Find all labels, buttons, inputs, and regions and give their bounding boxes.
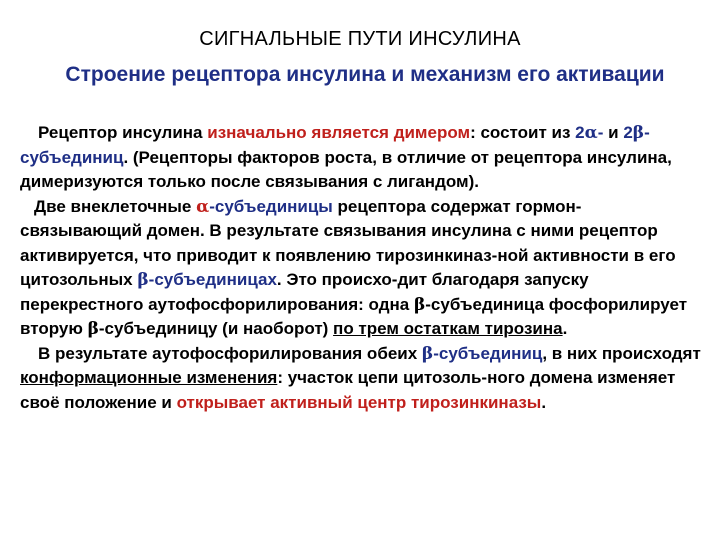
p2-underline-tyrosine: по трем остаткам тирозина <box>333 319 563 338</box>
p1-text-2: : состоит из <box>470 123 576 142</box>
p2-text-5: -субъединицу (и наоборот) <box>98 319 334 338</box>
p2-beta-symbol-2: β <box>413 294 426 315</box>
p2-text-3: . Это происхо-дит благодаря запуску перекрестного аутофосфорилирования: одна <box>20 270 589 314</box>
p1-beta-count: 2 <box>623 123 633 142</box>
p1-alpha-symbol: α <box>584 123 598 143</box>
p1-beta-symbol: β <box>632 123 645 143</box>
p2-text-1: Две внеклеточные <box>34 196 197 216</box>
p2-text-6: . <box>562 319 568 338</box>
p3-text-2: , в них происходят <box>542 343 701 363</box>
slide-title: СИГНАЛЬНЫЕ ПУТИ ИНСУЛИНА <box>199 28 521 50</box>
p3-text-3: : участок цепи цитозоль-ного домена изменяет своё положение и <box>20 368 676 412</box>
p1-text-3: и <box>608 123 624 142</box>
p1-highlight-dimer: изначально является димером <box>207 123 471 142</box>
p3-text-1: В результате аутофосфорилирования обеих <box>38 343 422 363</box>
p2-text-4: -субъединица фосфорилирует вторую <box>20 294 688 338</box>
p3-text-4: . <box>541 392 547 412</box>
p3-underline-conformational: конформационные изменения <box>20 368 278 387</box>
p1-alpha-count: 2 <box>575 123 585 142</box>
paragraph-1 <box>20 121 702 195</box>
p3-beta-subunits: -субъединиц <box>433 343 543 363</box>
slide-subtitle: Строение рецептора инсулина и механизм его активации <box>65 63 665 86</box>
p1-text-4: . (Рецепторы факторов роста, в отличие от рецептора инсулина, димеризуются только после связывания с лигандом). <box>20 147 672 191</box>
p1-text-1: Рецептор инсулина <box>38 123 208 142</box>
paragraph-2 <box>20 195 702 342</box>
paragraph-3 <box>20 342 702 416</box>
body-text <box>20 121 702 415</box>
p2-alpha-subunits: -субъединицы <box>209 196 333 216</box>
p2-beta-symbol-3: β <box>87 319 99 339</box>
p1-alpha-dash: - <box>597 123 609 142</box>
p3-highlight-active-center: открывает активный центр тирозинкиназы <box>176 392 542 412</box>
p2-text-2: рецептора содержат гормон-связывающий домен. В результате связывания инсулина с ними рецептор активируется, что приводит к появлению тирозинкиназ-ной активности в его цитозольных <box>20 196 676 289</box>
p2-beta-symbol-1: β <box>137 270 149 290</box>
p2-alpha-symbol: α <box>196 196 210 217</box>
p3-beta-symbol: β <box>421 343 434 364</box>
p2-beta-subunits: -субъединицах <box>148 270 277 289</box>
p1-beta-subunits: -субъединиц <box>20 123 650 167</box>
